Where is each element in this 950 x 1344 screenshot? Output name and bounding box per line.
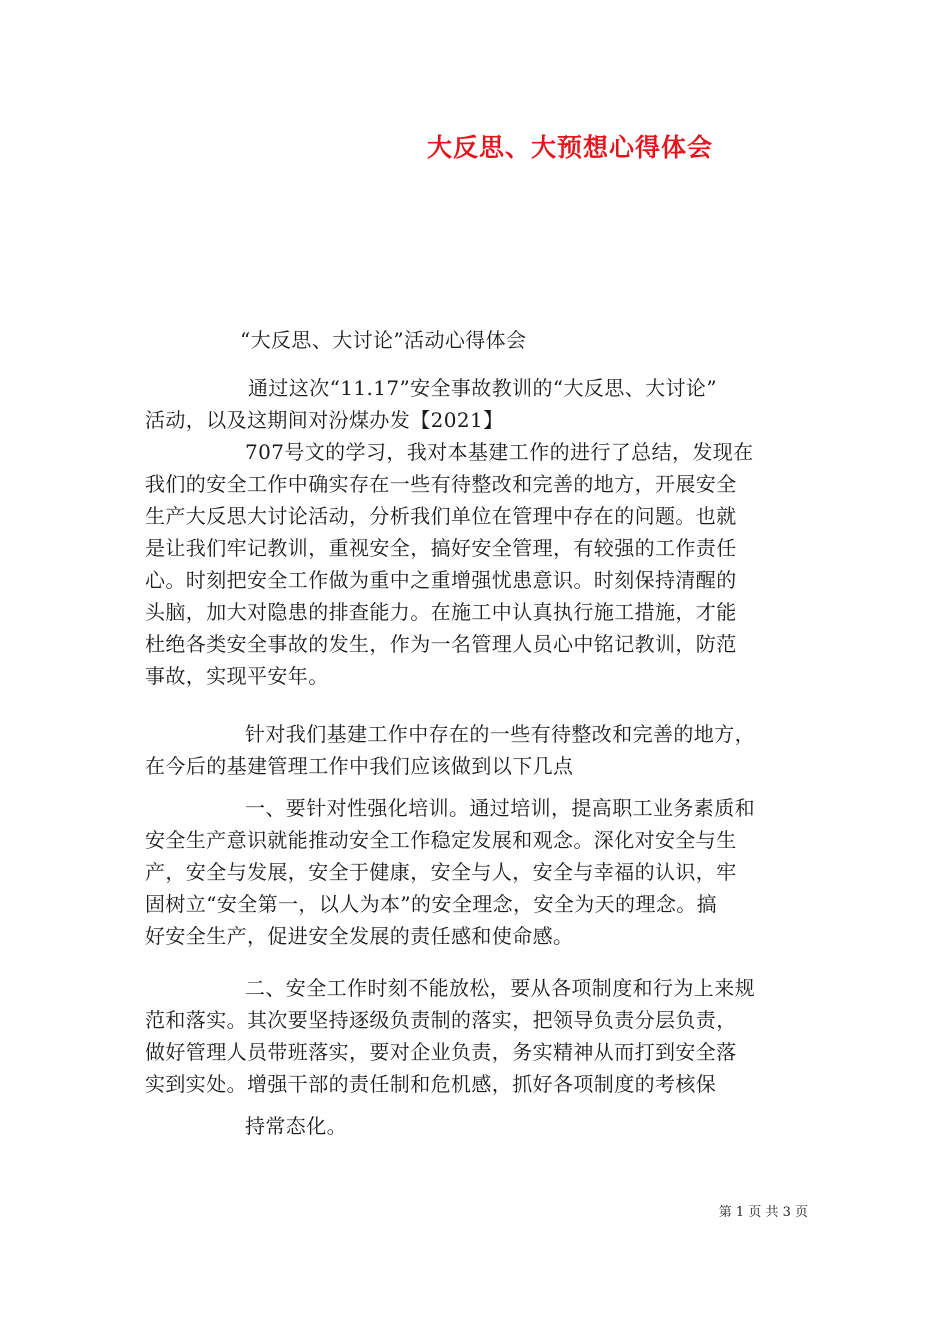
body-line: 通过这次“11.17”安全事故教训的“大反思、大讨论” [248, 376, 717, 400]
body-line: 707号文的学习，我对本基建工作的进行了总结，发现在 [245, 440, 754, 464]
body-line: 二、安全工作时刻不能放松，要从各项制度和行为上来规 [245, 976, 755, 1000]
body-line: 头脑，加大对隐患的排查能力。在施工中认真执行施工措施，才能 [145, 600, 737, 624]
body-line: 范和落实。其次要坚持逐级负责制的落实，把领导负责分层负责， [145, 1008, 737, 1032]
body-line: 生产大反思大讨论活动，分析我们单位在管理中存在的问题。也就 [145, 504, 737, 528]
body-line: 持常态化。 [245, 1114, 347, 1138]
body-line: 杜绝各类安全事故的发生，作为一名管理人员心中铭记教训，防范 [145, 632, 737, 656]
body-line: 好安全生产，促进安全发展的责任感和使命感。 [145, 924, 574, 948]
body-line: 一、要针对性强化培训。通过培训，提高职工业务素质和 [245, 796, 755, 820]
body-line: 心。时刻把安全工作做为重中之重增强忧患意识。时刻保持清醒的 [145, 568, 737, 592]
body-line: 是让我们牢记教训，重视安全，搞好安全管理，有较强的工作责任 [145, 536, 737, 560]
body-line: 固树立“安全第一，以人为本”的安全理念，安全为天的理念。搞 [145, 892, 718, 916]
body-line: 针对我们基建工作中存在的一些有待整改和完善的地方， [245, 722, 755, 746]
document-subtitle: “大反思、大讨论”活动心得体会 [240, 328, 527, 352]
body-line: 活动，以及这期间对汾煤办发【2021】 [145, 408, 504, 432]
body-line: 安全生产意识就能推动安全工作稳定发展和观念。深化对安全与生 [145, 828, 737, 852]
document-title: 大反思、大预想心得体会 [426, 133, 713, 162]
body-line: 产，安全与发展，安全于健康，安全与人，安全与幸福的认识，牢 [145, 860, 737, 884]
body-line: 我们的安全工作中确实存在一些有待整改和完善的地方，开展安全 [145, 472, 737, 496]
body-line: 实到实处。增强干部的责任制和危机感，抓好各项制度的考核保 [145, 1072, 717, 1096]
body-line: 在今后的基建管理工作中我们应该做到以下几点 [145, 754, 574, 778]
body-line: 做好管理人员带班落实，要对企业负责，务实精神从而打到安全落 [145, 1040, 737, 1064]
body-line: 事故，实现平安年。 [145, 664, 329, 688]
page-number: 第 1 页 共 3 页 [718, 1205, 808, 1220]
